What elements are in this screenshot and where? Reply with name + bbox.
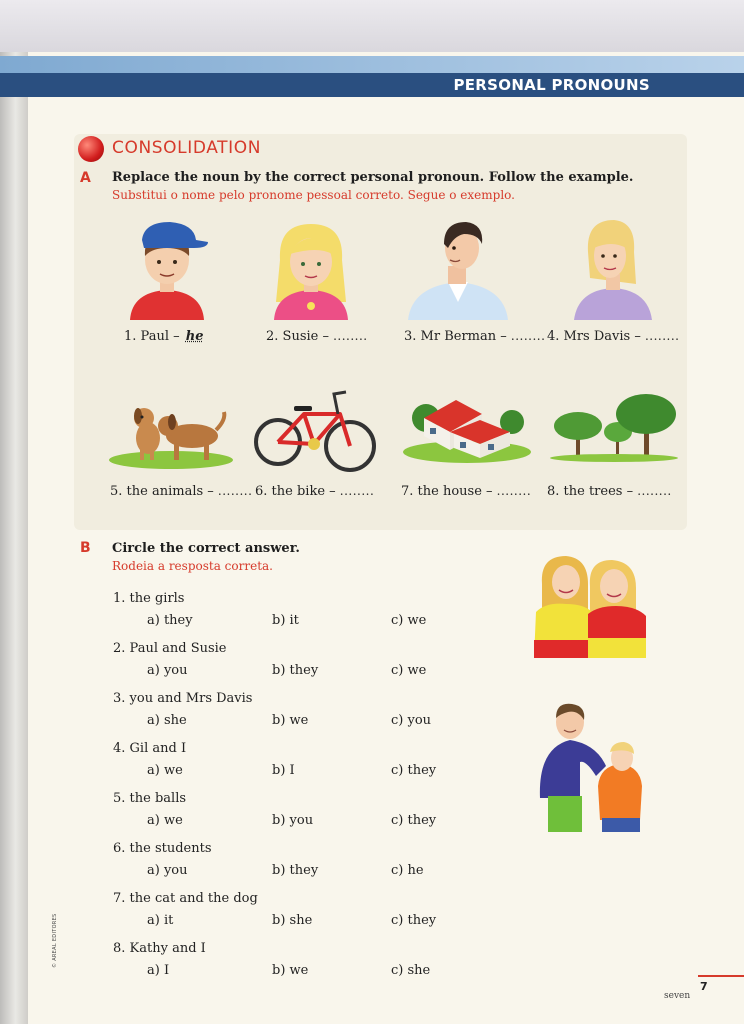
question-3: 3. you and Mrs Davis — [113, 691, 253, 706]
q8-option-c[interactable]: c) she — [391, 963, 431, 978]
man-and-boy-illustration — [536, 702, 648, 832]
q2-option-c[interactable]: c) we — [391, 663, 427, 678]
q3-option-a[interactable]: a) she — [147, 713, 187, 728]
dogs-animals-illustration — [108, 400, 234, 470]
item-4-blank[interactable]: ........ — [644, 329, 680, 343]
item-2-blank[interactable]: ........ — [333, 329, 368, 343]
exercise-a-item-7 — [401, 484, 531, 499]
page-number-rule — [698, 975, 744, 977]
q1-option-a[interactable]: a) they — [147, 613, 193, 628]
q8-option-b[interactable]: b) we — [272, 963, 309, 978]
exercise-a-instruction-pt: Substitui o nome pelo pronome pessoal correto. Segue o exemplo. — [112, 188, 515, 202]
exercise-a-item-5 — [110, 484, 252, 499]
q4-option-b[interactable]: b) I — [272, 763, 295, 778]
q3-option-c[interactable]: c) you — [391, 713, 432, 728]
exercise-a-item-3 — [404, 329, 545, 344]
item-5-blank[interactable]: ........ — [217, 484, 253, 498]
exercise-a-item-8 — [547, 484, 672, 499]
item-5-prompt: 5. the animals – — [110, 484, 214, 499]
q5-option-a[interactable]: a) we — [147, 813, 183, 828]
exercise-a-letter: A — [80, 170, 91, 186]
q2-option-b[interactable]: b) they — [272, 663, 319, 678]
exercise-b-instruction-pt: Rodeia a resposta correta. — [112, 559, 273, 573]
q4-option-c[interactable]: c) they — [391, 763, 437, 778]
exercise-a-item-4 — [547, 329, 680, 344]
question-1: 1. the girls — [113, 591, 185, 606]
q7-option-c[interactable]: c) they — [391, 913, 437, 928]
item-8-prompt: 8. the trees – — [547, 484, 634, 499]
q7-option-b[interactable]: b) she — [272, 913, 313, 928]
page-number-word: seven — [664, 991, 691, 1001]
section-title: CONSOLIDATION — [112, 138, 262, 158]
exercise-a-item-2 — [266, 329, 368, 344]
bicycle-illustration — [254, 384, 378, 478]
page-number: 7 — [700, 980, 708, 993]
woman-mrs-davis-illustration — [570, 218, 656, 320]
exercise-a-item-6 — [255, 484, 374, 499]
q1-option-c[interactable]: c) we — [391, 613, 427, 628]
item-7-prompt: 7. the house – — [401, 484, 493, 499]
question-4: 4. Gil and I — [113, 741, 187, 756]
girl-susie-illustration — [268, 220, 354, 320]
question-6: 6. the students — [113, 841, 212, 856]
q8-option-a[interactable]: a) I — [147, 963, 170, 978]
exercise-a-item-1 — [124, 329, 206, 344]
scan-background — [0, 0, 744, 56]
q6-option-c[interactable]: c) he — [391, 863, 424, 878]
question-8: 8. Kathy and I — [113, 941, 206, 956]
question-7: 7. the cat and the dog — [113, 891, 258, 906]
question-5: 5. the balls — [113, 791, 187, 806]
item-4-prompt: 4. Mrs Davis – — [547, 329, 641, 344]
exercise-b-instruction: Circle the correct answer. — [112, 541, 300, 556]
item-3-prompt: 3. Mr Berman – — [404, 329, 507, 344]
item-6-prompt: 6. the bike – — [255, 484, 336, 499]
item-1-prompt: 1. Paul – — [124, 329, 180, 344]
q4-option-a[interactable]: a) we — [147, 763, 183, 778]
q6-option-a[interactable]: a) you — [147, 863, 188, 878]
item-3-blank[interactable]: ........ — [510, 329, 546, 343]
q3-option-b[interactable]: b) we — [272, 713, 309, 728]
section-bullet-icon — [78, 136, 104, 162]
two-girls-illustration — [532, 554, 648, 658]
q5-option-b[interactable]: b) you — [272, 813, 314, 828]
item-1-answer: he — [185, 329, 204, 344]
q2-option-a[interactable]: a) you — [147, 663, 188, 678]
q6-option-b[interactable]: b) they — [272, 863, 319, 878]
exercise-a-instruction: Replace the noun by the correct personal pronoun. Follow the example. — [112, 170, 634, 185]
header-title: PERSONAL PRONOUNS — [453, 76, 650, 94]
q1-option-b[interactable]: b) it — [272, 613, 299, 628]
trees-illustration — [548, 392, 680, 462]
publisher-credit: © AREAL EDITORES — [52, 913, 58, 968]
man-mr-berman-illustration — [408, 220, 508, 320]
question-2: 2. Paul and Susie — [113, 641, 227, 656]
page-binding — [0, 52, 28, 1024]
item-7-blank[interactable]: ........ — [496, 484, 532, 498]
boy-paul-illustration — [124, 218, 210, 320]
item-2-prompt: 2. Susie – — [266, 329, 329, 344]
house-illustration — [402, 388, 532, 464]
q7-option-a[interactable]: a) it — [147, 913, 174, 928]
exercise-b-letter: B — [80, 540, 91, 556]
header-band — [0, 56, 744, 74]
item-6-blank[interactable]: ........ — [339, 484, 375, 498]
q5-option-c[interactable]: c) they — [391, 813, 437, 828]
item-8-blank[interactable]: ........ — [637, 484, 672, 498]
